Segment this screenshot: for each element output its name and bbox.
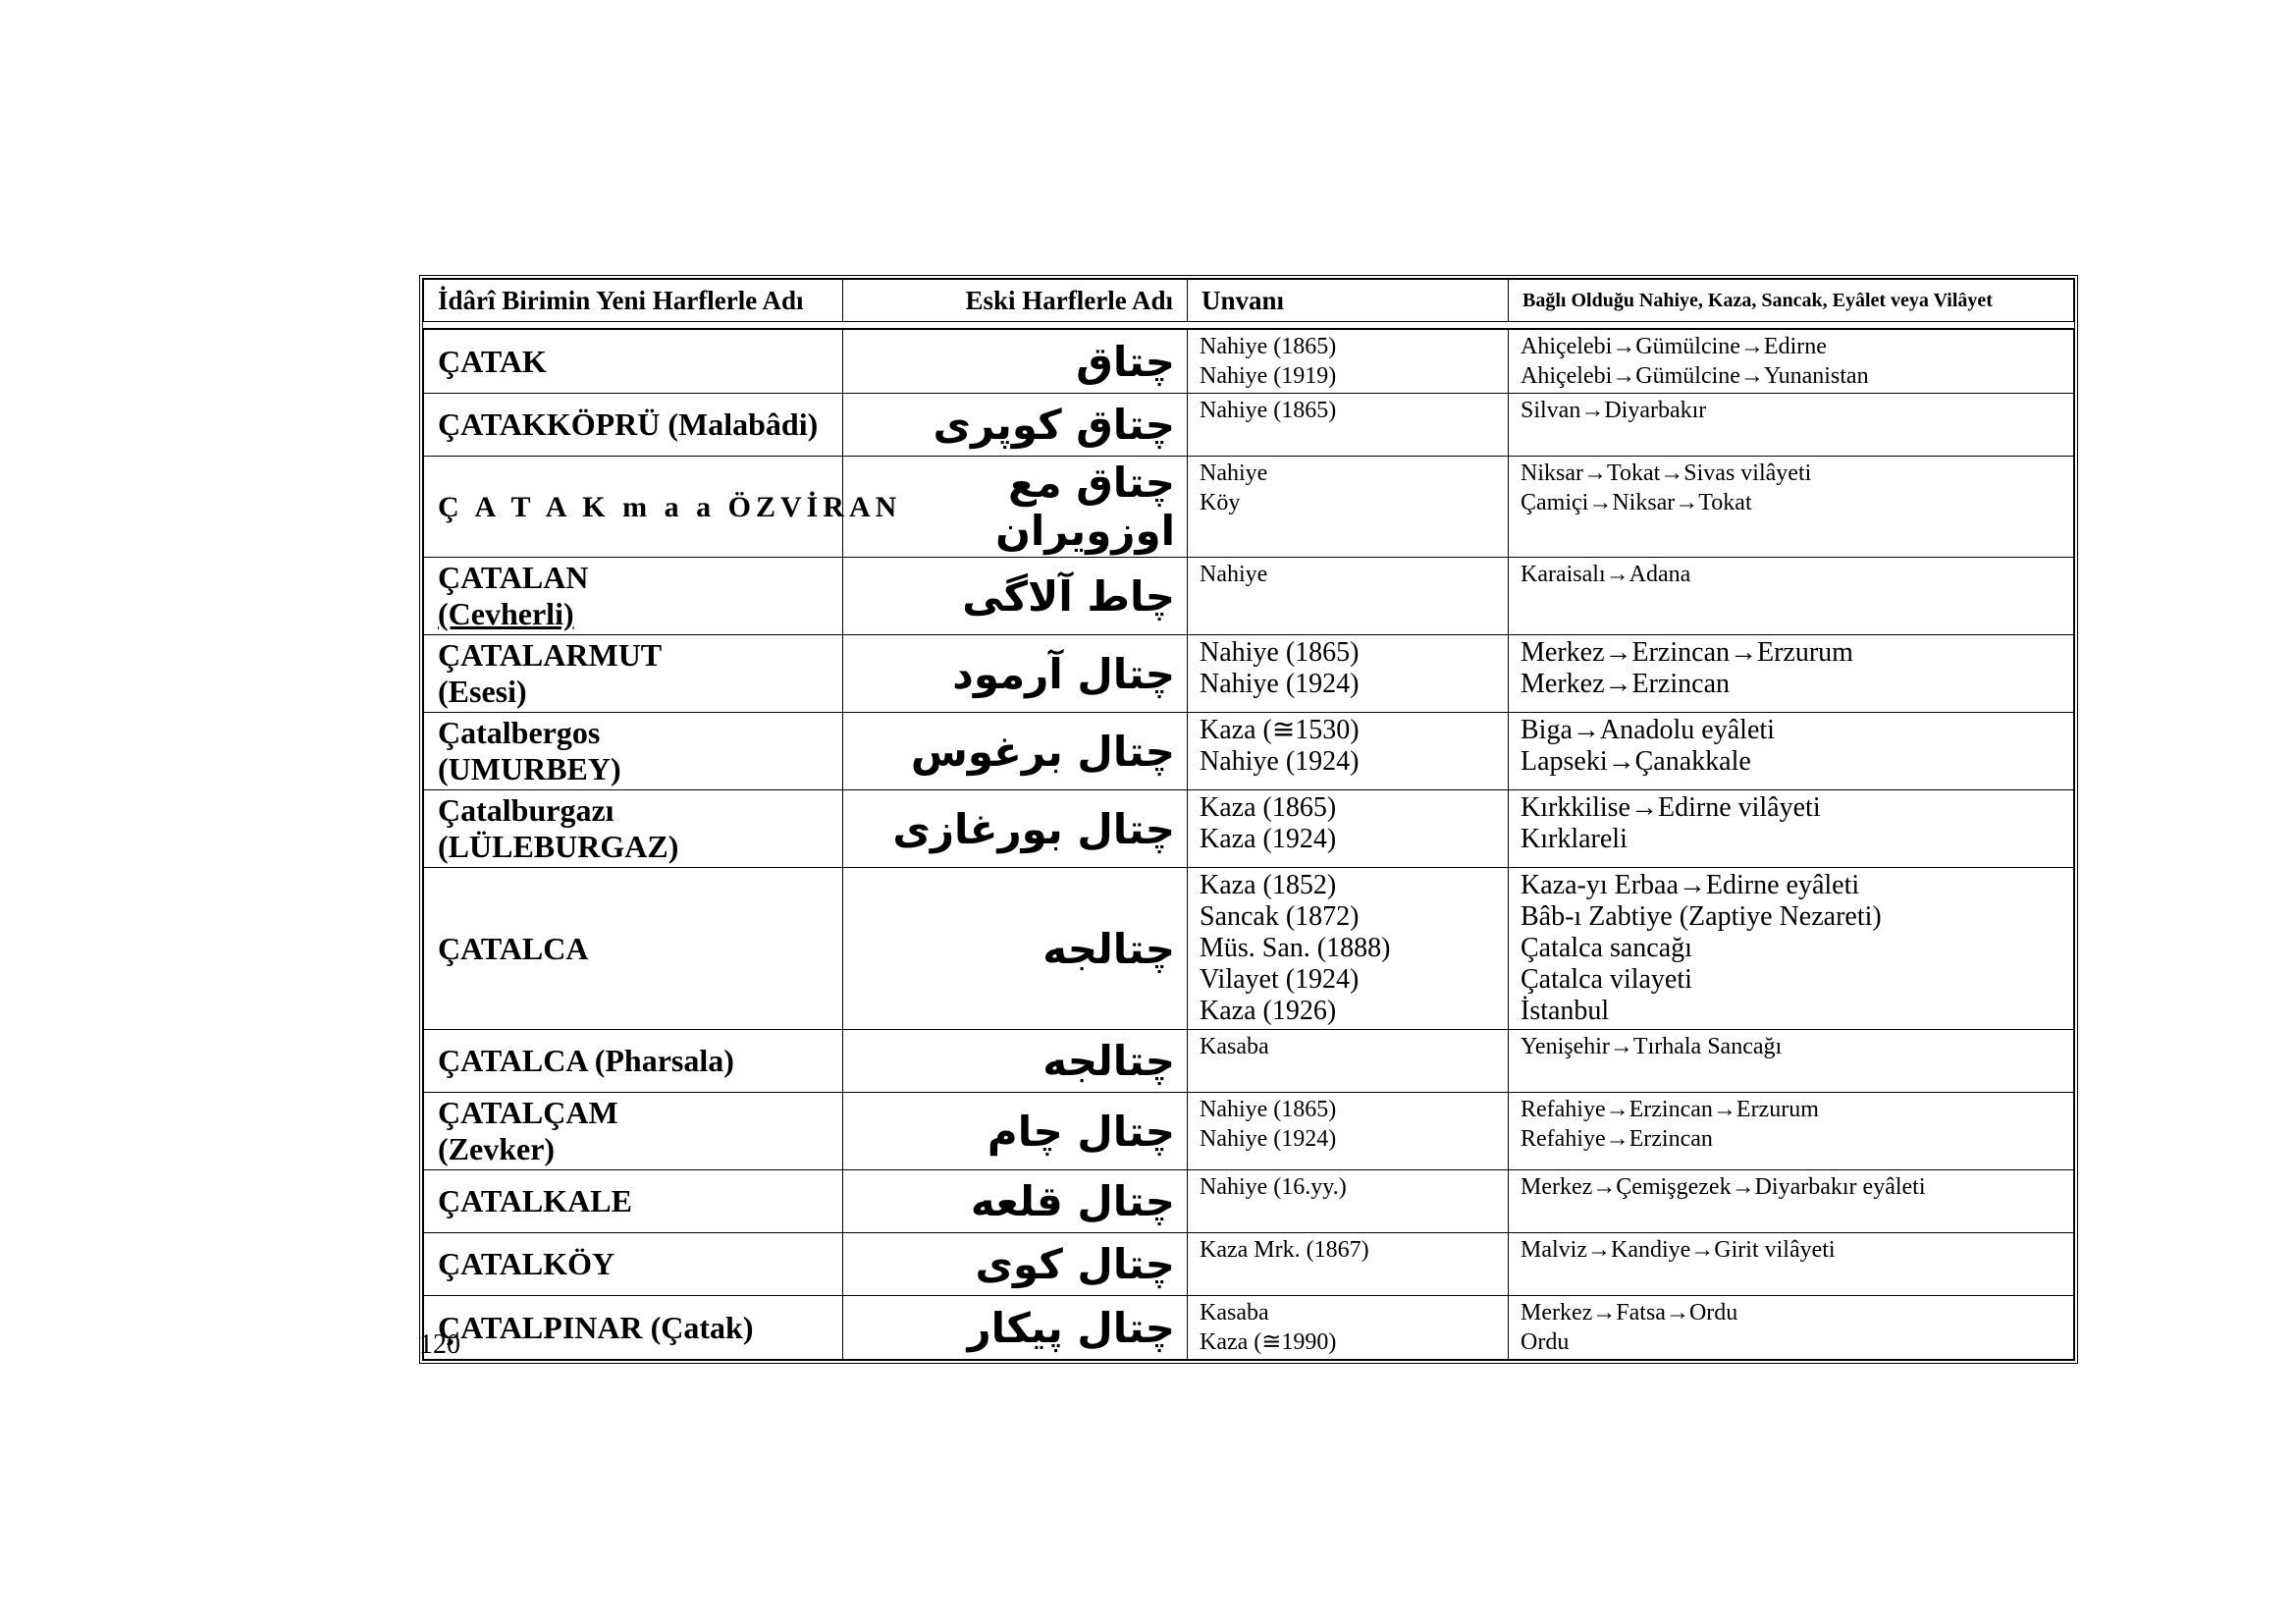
bagli-entry: Çatalca vilayeti bbox=[1521, 964, 1692, 995]
table-row bbox=[424, 1093, 2074, 1170]
bagli-entry: Merkez→Erzincan→Erzurum bbox=[1521, 637, 1853, 668]
bagli-cell bbox=[1509, 1296, 2074, 1360]
bagli-entry: Merkez→Fatsa→Ordu bbox=[1521, 1300, 1738, 1326]
unvan-cell bbox=[1188, 1030, 1509, 1093]
unvan-entry: Kaza (≅1990) bbox=[1200, 1329, 1337, 1355]
unvan-cell bbox=[1188, 790, 1509, 868]
table-row bbox=[424, 1296, 2074, 1360]
bagli-entry: Merkez→Çemişgezek→Diyarbakır eyâleti bbox=[1521, 1174, 1926, 1200]
unvan-entry: Nahiye bbox=[1200, 562, 1268, 587]
place-name: ÇATALKÖY bbox=[438, 1246, 615, 1281]
unvan-entry: Kaza (≅1530) bbox=[1200, 715, 1360, 745]
gazetteer-table bbox=[419, 275, 2078, 1364]
unvan-entry: Vilayet (1924) bbox=[1200, 964, 1360, 995]
unvan-cell bbox=[1188, 394, 1509, 457]
place-name: ÇATAKKÖPRÜ (Malabâdi) bbox=[438, 406, 819, 442]
place-name-cell bbox=[424, 1093, 843, 1170]
unvan-entry: Nahiye (16.yy.) bbox=[1200, 1174, 1347, 1200]
header-bagli: Bağlı Olduğu Nahiye, Kaza, Sancak, Eyâlet veya Vilâyet bbox=[1509, 280, 2074, 322]
place-name: ÇATALÇAM bbox=[438, 1095, 618, 1130]
bagli-entry: Lapseki→Çanakkale bbox=[1521, 746, 1751, 777]
unvan-cell bbox=[1188, 713, 1509, 790]
bagli-entry: Kırkkilise→Edirne vilâyeti bbox=[1521, 792, 1821, 823]
table-row bbox=[424, 790, 2074, 868]
ottoman-name: چتالجه bbox=[843, 868, 1188, 1030]
bagli-entry: Ordu bbox=[1521, 1329, 1570, 1355]
bagli-entry: Çamiçi→Niksar→Tokat bbox=[1521, 490, 1752, 515]
place-name-cell bbox=[424, 330, 843, 394]
bagli-entry: Yenişehir→Tırhala Sancağı bbox=[1521, 1034, 1783, 1059]
place-name: ÇATALCA (Pharsala) bbox=[438, 1043, 734, 1078]
unvan-entry: Kasaba bbox=[1200, 1034, 1269, 1059]
unvan-entry: Nahiye (1924) bbox=[1200, 746, 1360, 777]
bagli-entry: Merkez→Erzincan bbox=[1521, 669, 1730, 699]
unvan-entry: Nahiye (1865) bbox=[1200, 1097, 1337, 1122]
ottoman-name: چتال كوى bbox=[843, 1233, 1188, 1296]
bagli-entry: Refahiye→Erzincan bbox=[1521, 1126, 1713, 1152]
bagli-entry: Çatalca sancağı bbox=[1521, 933, 1692, 963]
bagli-entry: Refahiye→Erzincan→Erzurum bbox=[1521, 1097, 1819, 1122]
bagli-cell bbox=[1509, 868, 2074, 1030]
bagli-cell bbox=[1509, 330, 2074, 394]
table-row bbox=[424, 1170, 2074, 1233]
bagli-entry: Bâb-ı Zabtiye (Zaptiye Nezareti) bbox=[1521, 901, 1882, 932]
place-name: Çatalburgazı bbox=[438, 792, 614, 828]
header-yeni-harf: İdârî Birimin Yeni Harflerle Adı bbox=[424, 280, 843, 322]
table-row bbox=[424, 713, 2074, 790]
place-name-cell bbox=[424, 457, 902, 558]
bagli-entry: Ahiçelebi→Gümülcine→Edirne bbox=[1521, 334, 1827, 359]
ottoman-name: چاط آلاگى bbox=[843, 558, 1188, 635]
unvan-entry: Nahiye (1924) bbox=[1200, 1126, 1337, 1152]
ottoman-name: چتال آرمود bbox=[843, 635, 1188, 713]
header-divider bbox=[423, 322, 2074, 329]
header-eski-harf: Eski Harflerle Adı bbox=[843, 280, 1188, 322]
place-name-cell bbox=[424, 1296, 843, 1360]
ottoman-name: چتال قلعه bbox=[843, 1170, 1188, 1233]
bagli-entry: Niksar→Tokat→Sivas vilâyeti bbox=[1521, 460, 1812, 486]
ottoman-name: چتال برغوس bbox=[843, 713, 1188, 790]
table-row bbox=[424, 635, 2074, 713]
place-name: (LÜLEBURGAZ) bbox=[438, 829, 679, 864]
unvan-entry: Köy bbox=[1200, 490, 1241, 515]
place-name-cell bbox=[424, 1170, 843, 1233]
bagli-entry: Karaisalı→Adana bbox=[1521, 562, 1691, 587]
bagli-entry: Kırklareli bbox=[1521, 824, 1628, 854]
ottoman-name: چتالجه bbox=[843, 1030, 1188, 1093]
bagli-cell bbox=[1509, 1233, 2074, 1296]
bagli-cell bbox=[1509, 457, 2074, 558]
place-name-cell bbox=[424, 558, 843, 635]
unvan-cell bbox=[1188, 1233, 1509, 1296]
bagli-cell bbox=[1509, 558, 2074, 635]
unvan-entry: Nahiye (1924) bbox=[1200, 669, 1360, 699]
unvan-cell bbox=[1188, 457, 1509, 558]
place-name: ÇATALKALE bbox=[438, 1183, 632, 1218]
bagli-cell bbox=[1509, 394, 2074, 457]
place-name-cell bbox=[424, 635, 843, 713]
place-name: (Esesi) bbox=[438, 674, 527, 709]
unvan-entry: Sancak (1872) bbox=[1200, 901, 1360, 932]
page-number: 120 bbox=[419, 1329, 460, 1360]
unvan-entry: Kaza (1865) bbox=[1200, 792, 1337, 823]
place-name-cell bbox=[424, 790, 843, 868]
place-name: ÇATALPINAR (Çatak) bbox=[438, 1309, 754, 1345]
unvan-entry: Nahiye (1865) bbox=[1200, 637, 1360, 668]
ottoman-name: چتاق كوپرى bbox=[843, 394, 1188, 457]
ottoman-name: چتال چام bbox=[843, 1093, 1188, 1170]
bagli-cell bbox=[1509, 790, 2074, 868]
place-name: (UMURBEY) bbox=[438, 751, 621, 786]
unvan-entry: Kaza (1852) bbox=[1200, 870, 1337, 900]
unvan-entry: Nahiye (1865) bbox=[1200, 398, 1337, 423]
place-name-cell bbox=[424, 713, 843, 790]
unvan-entry: Kaza (1926) bbox=[1200, 996, 1337, 1026]
unvan-cell bbox=[1188, 868, 1509, 1030]
place-name: ÇATALCA bbox=[438, 930, 589, 966]
place-name: ÇATAK bbox=[438, 343, 547, 379]
bagli-entry: Kaza-yı Erbaa→Edirne eyâleti bbox=[1521, 870, 1860, 900]
unvan-entry: Kasaba bbox=[1200, 1300, 1269, 1326]
unvan-cell bbox=[1188, 330, 1509, 394]
header-unvan: Unvanı bbox=[1188, 280, 1509, 322]
ottoman-name: چتال پيكار bbox=[843, 1296, 1188, 1360]
table-body bbox=[423, 329, 2074, 1360]
unvan-cell bbox=[1188, 1170, 1509, 1233]
unvan-cell bbox=[1188, 1296, 1509, 1360]
bagli-cell bbox=[1509, 1093, 2074, 1170]
table-row bbox=[424, 558, 2074, 635]
place-name: (Cevherli) bbox=[438, 596, 574, 631]
place-name-cell bbox=[424, 394, 843, 457]
bagli-cell bbox=[1509, 635, 2074, 713]
bagli-cell bbox=[1509, 1030, 2074, 1093]
table-row bbox=[424, 1233, 2074, 1296]
unvan-entry: Nahiye (1865) bbox=[1200, 334, 1337, 359]
bagli-cell bbox=[1509, 713, 2074, 790]
place-name: (Zevker) bbox=[438, 1131, 556, 1166]
table-row bbox=[424, 457, 2074, 558]
bagli-entry: İstanbul bbox=[1521, 996, 1610, 1026]
ottoman-name: چتاق bbox=[843, 330, 1188, 394]
place-name-cell bbox=[424, 1233, 843, 1296]
unvan-cell bbox=[1188, 558, 1509, 635]
table-row bbox=[424, 394, 2074, 457]
bagli-entry: Ahiçelebi→Gümülcine→Yunanistan bbox=[1521, 363, 1869, 389]
unvan-entry: Kaza Mrk. (1867) bbox=[1200, 1237, 1369, 1263]
unvan-entry: Nahiye bbox=[1200, 460, 1268, 486]
bagli-entry: Malviz→Kandiye→Girit vilâyeti bbox=[1521, 1237, 1836, 1263]
place-name: Ç A T A K m a a ÖZVİRAN bbox=[438, 490, 902, 523]
unvan-entry: Kaza (1924) bbox=[1200, 824, 1337, 854]
unvan-entry: Müs. San. (1888) bbox=[1200, 933, 1391, 963]
table-row bbox=[424, 868, 2074, 1030]
unvan-cell bbox=[1188, 1093, 1509, 1170]
unvan-cell bbox=[1188, 635, 1509, 713]
place-name-cell bbox=[424, 1030, 843, 1093]
table-row bbox=[424, 330, 2074, 394]
place-name: ÇATALAN bbox=[438, 560, 589, 595]
bagli-entry: Biga→Anadolu eyâleti bbox=[1521, 715, 1775, 745]
table-row bbox=[424, 1030, 2074, 1093]
place-name: ÇATALARMUT bbox=[438, 637, 663, 673]
unvan-entry: Nahiye (1919) bbox=[1200, 363, 1337, 389]
ottoman-name: چتاق مع اوزويران bbox=[843, 457, 1188, 558]
place-name: Çatalbergos bbox=[438, 715, 601, 750]
table-header bbox=[423, 279, 2074, 322]
ottoman-name: چتال بورغازى bbox=[843, 790, 1188, 868]
bagli-entry: Silvan→Diyarbakır bbox=[1521, 398, 1707, 423]
place-name-cell bbox=[424, 868, 843, 1030]
bagli-cell bbox=[1509, 1170, 2074, 1233]
